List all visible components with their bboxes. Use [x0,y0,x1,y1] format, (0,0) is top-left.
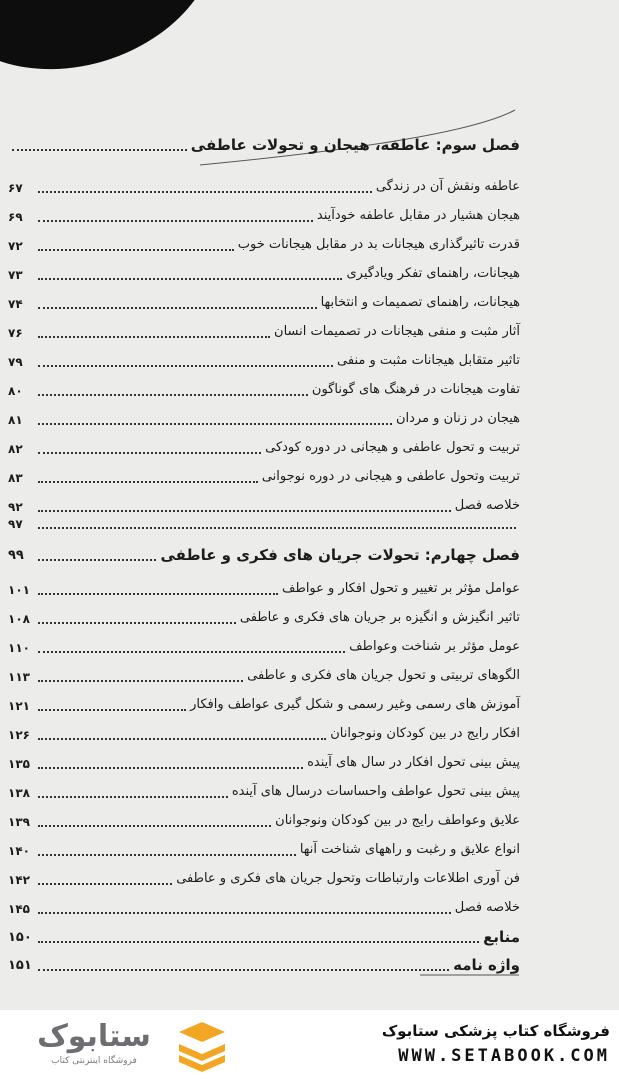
toc-entry: ۱۰۱ عوامل مؤثر بر تغییر و تحول افکار و عواطف [8,581,520,597]
toc-entry: ۸۰ تفاوت هیجانات در فرهنگ های گوناگون [8,382,520,398]
shop-url-link[interactable]: WWW.SETABOOK.COM [398,1046,610,1066]
toc-end-line: ۹۷ [8,518,520,532]
toc-entry: ۱۴۲ فن آوری اطلاعات وارتباطات وتحول جریان های فکری و عاطفی [8,871,520,887]
toc-entry: ۸۲ تربیت و تحول عاطفی و هیجانی در دوره کودکی [8,440,520,456]
toc-entry: ۱۳۸ پیش بینی تحول عواطف واحساسات درسال های آینده [8,784,520,800]
toc-entry: ۹۲ خلاصه فصل [8,498,520,514]
shop-name: فروشگاه کتاب پزشکی ستابوک [381,1022,610,1040]
toc-entry: ۷۴ هیجانات، راهنمای تصمیمات و انتخابها [8,295,520,311]
toc-backmatter-entry: ۱۵۰ منابع [8,928,520,946]
toc-entry: ۷۳ هیجانات، راهنمای تفکر ویادگیری [8,266,520,282]
toc-entry: ۶۷ عاطفه ونقش آن در زندگی [8,179,520,195]
toc-backmatter-entry: ۱۵۱ واژه نامه [8,956,520,974]
toc-entry: ۱۴۵ خلاصه فصل [8,900,520,916]
chapter3-heading [8,128,520,154]
toc-entry: ۷۹ تاثیر متقابل هیجانات مثبت و منفی [8,353,520,369]
book-stack-icon [175,1022,229,1072]
toc-entry: ۱۲۱ آموزش های رسمی وغیر رسمی و شکل گیری عواطف وافکار [8,697,520,713]
toc-entry: ۱۴۰ انواع علایق و رغبت و راههای شناخت آنها [8,842,520,858]
toc-entry: ۷۶ آثار مثبت و منفی هیجانات در تصمیمات انسان [8,324,520,340]
toc-entry: ۱۳۹ علایق وعواطف رایج در بین کودکان ونوجوانان [8,813,520,829]
chapter4-heading: ۹۹ فصل چهارم: تحولات جریان های فکری و عاطفی [8,546,520,564]
brand-logo-subtitle: فروشگاه اینترنتی کتاب [51,1056,137,1066]
toc-entry: ۶۹ هیجان هشیار در مقابل عاطفه خودآیند [8,208,520,224]
chapter3-title: فصل سوم: عاطفه، هیجان و تحولات عاطفی [190,136,520,154]
toc-entry: ۷۲ قدرت تاثیرگذاری هیجانات بد در مقابل هیجانات خوب [8,237,520,253]
toc-entry: ۱۰۸ تاثیر انگیزش و انگیزه بر جریان های فکری و عاطفی [8,610,520,626]
toc-entry: ۱۱۳ الگوهای تربیتی و تحول جریان های فکری و عاطفی [8,668,520,684]
brand-logo-text: ستابوک [37,1019,151,1054]
toc-entry: ۱۳۵ پیش بینی تحول افکار در سال های آینده [8,755,520,771]
toc-entry: ۸۱ هیجان در زنان و مردان [8,411,520,427]
chapter4-title: فصل چهارم: تحولات جریان های فکری و عاطفی [160,546,520,564]
toc-entry: ۸۳ تربیت وتحول عاطفی و هیجانی در دوره نوجوانی [8,469,520,485]
toc-entry: ۱۱۰ عومل مؤثر بر شناخت وعواطف [8,639,520,655]
toc-entry: ۱۲۶ افکار رایج در بین کودکان ونوجوانان [8,726,520,742]
